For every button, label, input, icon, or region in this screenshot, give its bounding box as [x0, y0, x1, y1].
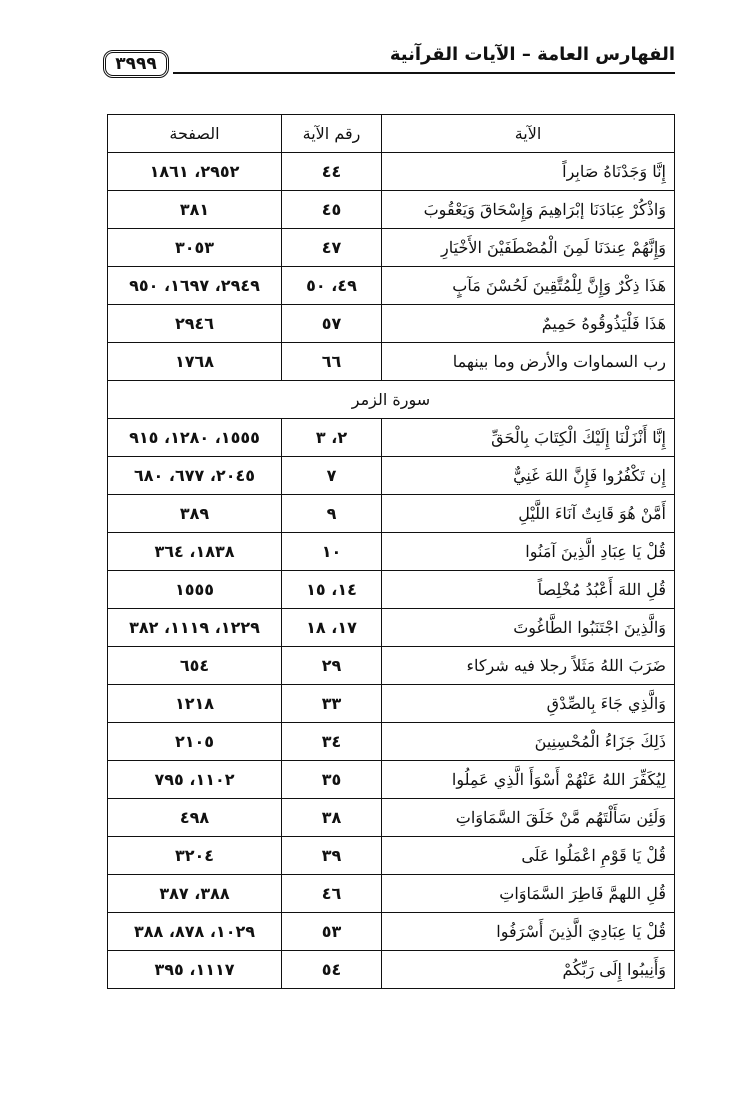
- column-header-verse-number: رقم الآية: [282, 115, 382, 153]
- verse-number-cell: ٣٩: [282, 837, 382, 875]
- table-row: [108, 761, 675, 799]
- verse-number-cell: ٢، ٣: [282, 419, 382, 457]
- page-cell: ٢٩٤٩، ١٦٩٧، ٩٥٠: [108, 267, 282, 305]
- verse-number-cell: ٥٣: [282, 913, 382, 951]
- table-row: [108, 685, 675, 723]
- section-b-body: [108, 419, 675, 989]
- verse-cell: وَأَنِيبُوا إِلَى رَبِّكُمْ: [382, 951, 675, 989]
- verse-cell: لِيُكَفِّرَ اللهُ عَنْهُمْ أَسْوَأَ الَّذِي عَمِلُوا: [382, 761, 675, 799]
- verse-number-cell: ٩: [282, 495, 382, 533]
- verse-number-cell: ٧: [282, 457, 382, 495]
- table-row: [108, 609, 675, 647]
- table-row: [108, 913, 675, 951]
- verse-cell: قُلْ يَا عِبَادِ الَّذِينَ آمَنُوا: [382, 533, 675, 571]
- page-cell: ٢٠٤٥، ٦٧٧، ٦٨٠: [108, 457, 282, 495]
- column-header-verse: الآية: [382, 115, 675, 153]
- page-cell: ١٢٢٩، ١١١٩، ٣٨٢: [108, 609, 282, 647]
- page-cell: ١٠٢٩، ٨٧٨، ٣٨٨: [108, 913, 282, 951]
- verse-cell: إِن تَكْفُرُوا فَإِنَّ اللهَ غَنِيٌّ: [382, 457, 675, 495]
- page-cell: ٢١٠٥: [108, 723, 282, 761]
- page-cell: ٣٠٥٣: [108, 229, 282, 267]
- verse-number-cell: ٢٩: [282, 647, 382, 685]
- table-row: [108, 229, 675, 267]
- page-cell: ٣٢٠٤: [108, 837, 282, 875]
- page-cell: ١٧٦٨: [108, 343, 282, 381]
- verse-number-cell: ١٠: [282, 533, 382, 571]
- verse-cell: إِنَّا وَجَدْنَاهُ صَابِراً: [382, 153, 675, 191]
- verse-number-cell: ٣٨: [282, 799, 382, 837]
- verse-cell: وَلَئِن سَأَلْتَهُم مَّنْ خَلَقَ السَّمَاوَاتِ: [382, 799, 675, 837]
- verse-cell: رب السماوات والأرض وما بينهما: [382, 343, 675, 381]
- verse-cell: وَالَّذِينَ اجْتَنَبُوا الطَّاغُوتَ: [382, 609, 675, 647]
- table-row: [108, 875, 675, 913]
- page-cell: ٤٩٨: [108, 799, 282, 837]
- verse-cell: هَذَا ذِكْرٌ وَإِنَّ لِلْمُتَّقِينَ لَحُسْنَ مَآبٍ: [382, 267, 675, 305]
- verse-number-cell: ١٧، ١٨: [282, 609, 382, 647]
- table-row: [108, 153, 675, 191]
- verse-number-cell: ٥٧: [282, 305, 382, 343]
- verse-cell: وَإِنَّهُمْ عِندَنَا لَمِنَ الْمُصْطَفَيْنَ الأَخْيَارِ: [382, 229, 675, 267]
- verse-number-cell: ٣٤: [282, 723, 382, 761]
- page-cell: ١٨٣٨، ٣٦٤: [108, 533, 282, 571]
- table-row: [108, 723, 675, 761]
- page-number-badge: ٣٩٩٩: [103, 50, 169, 78]
- table-row: [108, 495, 675, 533]
- table-row: [108, 837, 675, 875]
- table-row: [108, 799, 675, 837]
- page-cell: ٢٩٥٢، ١٨٦١: [108, 153, 282, 191]
- verse-number-cell: ١٤، ١٥: [282, 571, 382, 609]
- page-cell: ٣٨٨، ٣٨٧: [108, 875, 282, 913]
- table-row: [108, 457, 675, 495]
- page-cell: ١٢١٨: [108, 685, 282, 723]
- verse-cell: قُلِ اللهَ أَعْبُدُ مُخْلِصاً: [382, 571, 675, 609]
- verse-number-cell: ٣٥: [282, 761, 382, 799]
- verse-cell: هَذَا فَلْيَذُوقُوهُ حَمِيمٌ: [382, 305, 675, 343]
- page-cell: ٣٨١: [108, 191, 282, 229]
- page-cell: ١١٠٢، ٧٩٥: [108, 761, 282, 799]
- table-row: [108, 419, 675, 457]
- verse-cell: إِنَّا أَنْزَلْنَا إِلَيْكَ الْكِتَابَ بِالْحَقِّ: [382, 419, 675, 457]
- table-row: [108, 571, 675, 609]
- table-row: [108, 951, 675, 989]
- column-header-page: الصفحة: [108, 115, 282, 153]
- verse-number-cell: ٤٧: [282, 229, 382, 267]
- verse-cell: وَاذْكُرْ عِبَادَنَا إبْرَاهِيمَ وَإِسْحَاقَ وَيَعْقُوبَ: [382, 191, 675, 229]
- verse-cell: أَمَّنْ هُوَ قَانِتٌ آنَاءَ اللَّيْلِ: [382, 495, 675, 533]
- page-header: [103, 42, 675, 82]
- verse-number-cell: ٤٦: [282, 875, 382, 913]
- verse-number-cell: ٣٣: [282, 685, 382, 723]
- table-row: [108, 267, 675, 305]
- verse-cell: وَالَّذِي جَاءَ بِالصِّدْقِ: [382, 685, 675, 723]
- surah-heading-body: [108, 381, 675, 419]
- verse-number-cell: ٤٤: [282, 153, 382, 191]
- verse-index-table: [107, 114, 675, 989]
- verse-cell: ذَلِكَ جَزَاءُ الْمُحْسِنِينَ: [382, 723, 675, 761]
- page-cell: ١٥٥٥: [108, 571, 282, 609]
- verse-number-cell: ٥٤: [282, 951, 382, 989]
- verse-number-cell: ٤٥: [282, 191, 382, 229]
- table-row: [108, 305, 675, 343]
- page-cell: ١١١٧، ٣٩٥: [108, 951, 282, 989]
- verse-cell: قُلْ يَا قَوْمِ اعْمَلُوا عَلَى: [382, 837, 675, 875]
- header-rule: [173, 72, 675, 74]
- header-title: الفهارس العامة – الآيات القرآنية: [389, 44, 675, 65]
- page-cell: ١٥٥٥، ١٢٨٠، ٩١٥: [108, 419, 282, 457]
- page-cell: ٦٥٤: [108, 647, 282, 685]
- verse-cell: ضَرَبَ اللهُ مَثَلاً رجلا فيه شركاء: [382, 647, 675, 685]
- table-row: [108, 647, 675, 685]
- section-a-body: [108, 153, 675, 381]
- verse-cell: قُلْ يَا عِبَادِيَ الَّذِينَ أَسْرَفُوا: [382, 913, 675, 951]
- verse-number-cell: ٤٩، ٥٠: [282, 267, 382, 305]
- table-row: [108, 533, 675, 571]
- page-cell: ٣٨٩: [108, 495, 282, 533]
- surah-heading-row: [108, 381, 675, 419]
- verse-number-cell: ٦٦: [282, 343, 382, 381]
- surah-heading: سورة الزمر: [108, 381, 675, 419]
- page-cell: ٢٩٤٦: [108, 305, 282, 343]
- table-header-row: [108, 115, 675, 153]
- table-row: [108, 343, 675, 381]
- verse-cell: قُلِ اللهمَّ فَاطِرَ السَّمَاوَاتِ: [382, 875, 675, 913]
- table-row: [108, 191, 675, 229]
